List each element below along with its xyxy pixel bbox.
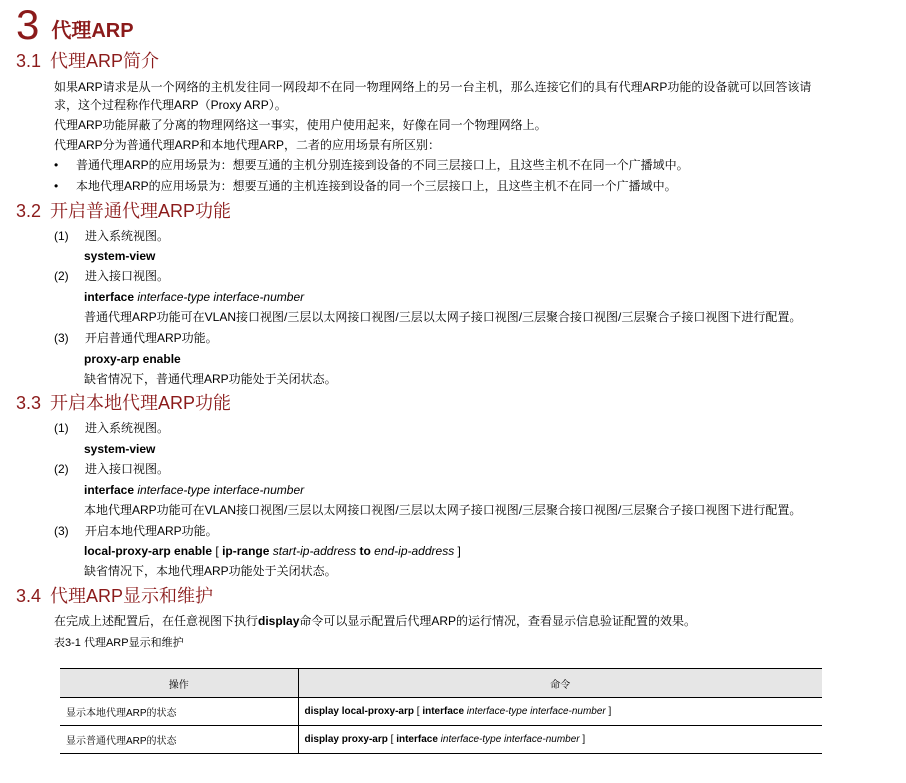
step-3	[54, 328, 218, 348]
section-number: 3.4	[16, 586, 42, 606]
step-3	[54, 521, 218, 541]
table-cell-command	[298, 726, 822, 754]
step-text: 进入接口视图。	[85, 462, 170, 476]
step-number: (1)	[54, 421, 69, 435]
section-number: 3.1	[16, 51, 42, 71]
bracket-close: ]	[608, 706, 612, 717]
command-arguments: interface-type interface-number	[466, 706, 606, 717]
step-number: (2)	[54, 269, 69, 283]
intro-paragraph-3: 代理ARP分为普通代理ARP和本地代理ARP，二者的应用场景有所区别：	[54, 138, 441, 152]
table-cell-operation: 显示普通代理ARP的状态	[60, 726, 298, 754]
display-description	[54, 611, 696, 631]
command-interface	[84, 287, 304, 307]
bracket-open: [	[215, 544, 219, 558]
command-keyword-interface: interface	[396, 734, 438, 745]
bullet-item-local	[54, 176, 677, 196]
bracket-open: [	[416, 706, 420, 717]
table-cell-operation: 显示本地代理ARP的状态	[60, 698, 298, 726]
display-maintenance-table	[60, 668, 822, 754]
step-number: (1)	[54, 229, 69, 243]
command-system-view: system-view	[84, 442, 156, 456]
step-1	[54, 418, 169, 438]
section-heading-3-1	[16, 50, 159, 72]
section-number: 3.2	[16, 201, 42, 221]
bracket-close: ]	[582, 734, 586, 745]
command-keyword: interface	[84, 483, 135, 497]
bullet-item-normal	[54, 155, 689, 175]
display-desc-before: 在完成上述配置后，在任意视图下执行	[54, 614, 259, 628]
step-text: 进入系统视图。	[85, 421, 170, 435]
chapter-title: 代理ARP	[51, 20, 134, 42]
command-system-view: system-view	[84, 249, 156, 263]
command-proxy-arp-enable: proxy-arp enable	[84, 352, 181, 366]
display-desc-after: 命令可以显示配置后代理ARP的运行情况，查看显示信息验证配置的效果。	[299, 614, 697, 628]
default-note: 缺省情况下，普通代理ARP功能处于关闭状态。	[84, 372, 337, 386]
step-text: 开启本地代理ARP功能。	[85, 524, 218, 538]
table-row	[60, 726, 822, 754]
command-keyword: local-proxy-arp enable	[84, 544, 213, 558]
intro-paragraph-line2: 求，这个过程称作代理ARP（Proxy ARP）。	[54, 98, 287, 112]
step-1	[54, 226, 169, 246]
display-desc-command: display	[258, 614, 300, 628]
section-title: 代理ARP简介	[50, 51, 160, 71]
command-arguments: interface-type interface-number	[137, 290, 305, 304]
section-heading-3-4	[16, 585, 213, 607]
command-keyword-iprange: ip-range	[222, 544, 270, 558]
interface-note: 普通代理ARP功能可在VLAN接口视图/三层以太网接口视图/三层以太网子接口视图/三层聚合接口视图/三层聚合子接口视图下进行配置。	[84, 310, 802, 324]
step-text: 进入接口视图。	[85, 269, 170, 283]
table-header-row	[60, 669, 822, 698]
command-argument-end: end-ip-address	[374, 544, 455, 558]
section-title: 代理ARP显示和维护	[50, 586, 214, 606]
table-caption: 表3-1 代理ARP显示和维护	[54, 637, 184, 649]
step-text: 开启普通代理ARP功能。	[85, 331, 218, 345]
step-number: (3)	[54, 524, 69, 538]
command-local-proxy-arp-enable	[84, 541, 461, 561]
command-interface	[84, 480, 304, 500]
section-title: 开启普通代理ARP功能	[50, 201, 232, 221]
command-argument-start: start-ip-address	[272, 544, 357, 558]
bullet-icon: •	[54, 179, 59, 193]
step-text: 进入系统视图。	[85, 229, 170, 243]
command-arguments: interface-type interface-number	[137, 483, 305, 497]
table-header-operation: 操作	[60, 669, 298, 698]
interface-note: 本地代理ARP功能可在VLAN接口视图/三层以太网接口视图/三层以太网子接口视图/三层聚合接口视图/三层聚合子接口视图下进行配置。	[84, 503, 802, 517]
step-number: (2)	[54, 462, 69, 476]
bracket-close: ]	[457, 544, 461, 558]
section-number: 3.3	[16, 393, 42, 413]
command-keyword: display local-proxy-arp	[304, 706, 414, 717]
bullet-icon: •	[54, 158, 59, 172]
intro-paragraph-line1: 如果ARP请求是从一个网络的主机发往同一网段却不在同一物理网络上的另一台主机，那么连接它们的具有代理ARP功能的设备就可以回答该请	[54, 80, 812, 94]
chapter-heading	[16, 2, 134, 46]
section-heading-3-3	[16, 392, 231, 414]
default-note: 缺省情况下，本地代理ARP功能处于关闭状态。	[84, 564, 337, 578]
command-arguments: interface-type interface-number	[440, 734, 580, 745]
section-heading-3-2	[16, 200, 231, 222]
section-title: 开启本地代理ARP功能	[50, 393, 232, 413]
chapter-number: 3	[16, 1, 40, 48]
command-keyword-to: to	[359, 544, 371, 558]
command-keyword: display proxy-arp	[304, 734, 388, 745]
bullet-text: 普通代理ARP的应用场景为：想要互通的主机分别连接到设备的不同三层接口上，且这些主机不在同一个广播域中。	[76, 158, 689, 172]
intro-paragraph-2: 代理ARP功能屏蔽了分离的物理网络这一事实，使用户使用起来，好像在同一个物理网络上。	[54, 118, 547, 132]
step-number: (3)	[54, 331, 69, 345]
step-2	[54, 459, 169, 479]
command-keyword-interface: interface	[422, 706, 465, 717]
command-keyword: interface	[84, 290, 135, 304]
table-cell-command	[298, 698, 822, 726]
step-2	[54, 266, 169, 286]
table-row	[60, 698, 822, 726]
bracket-open: [	[390, 734, 394, 745]
bullet-text: 本地代理ARP的应用场景为：想要互通的主机连接到设备的同一个三层接口上，且这些主机不在同一个广播域中。	[76, 179, 677, 193]
table-header-command: 命令	[298, 669, 822, 698]
